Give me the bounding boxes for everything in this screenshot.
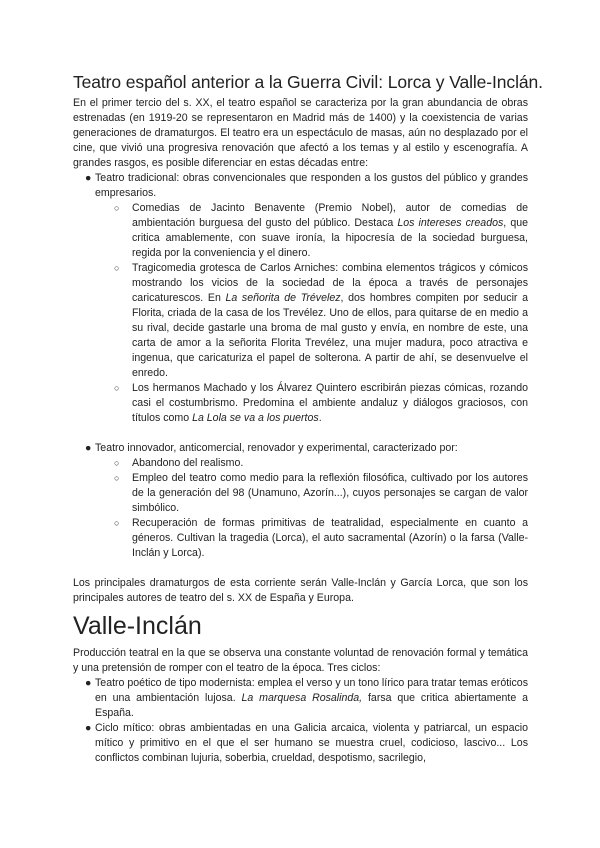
list-item-benavente: [95, 201, 528, 261]
list-item-traditional: [73, 171, 528, 201]
work-title: La señorita de Trévelez: [225, 292, 341, 304]
poetic-theatre-text-end: farsa que critica abiertamente a España.: [95, 692, 528, 719]
benavente-text-end: , que critica amablemente, con suave ironía, la hipocresía de la sociedad burguesa, regida por la conveniencia y el dinero.: [132, 217, 529, 259]
document-title: Teatro español anterior a la Guerra Civil: Lorca y Valle-Inclán.: [73, 72, 543, 92]
philosophy-text: Empleo del teatro como medio para la reflexión filosófica, cultivado por los autores de la generación del 98 (Unamuno, Azorín...), cuyos personajes se cargan de valor simbólico.: [132, 472, 528, 514]
arniches-text: Tragicomedia grotesca de Carlos Arniches: combina elementos trágicos y cómicos mostrando los vicios de la sociedad de la época a través de personajes caricaturescos. En: [132, 262, 528, 304]
work-title: La Lola se va a los puertos: [192, 412, 319, 424]
sub-bullet-icon: ○: [114, 383, 120, 393]
traditional-sublist: [73, 201, 528, 426]
machado-text-end: .: [318, 412, 322, 424]
movements-list: [73, 171, 528, 201]
list-item-mythic-cycle: [73, 721, 528, 766]
list-item-poetic-theatre: [73, 676, 528, 721]
valle-inclan-block: [73, 646, 528, 766]
work-title: La marquesa Rosalinda,: [241, 692, 363, 704]
list-item-primitive-forms: [95, 516, 528, 561]
innovative-text: Teatro innovador, anticomercial, renovador y experimental, caracterizado por:: [95, 442, 458, 454]
sub-bullet-icon: ○: [114, 203, 120, 213]
section-heading-valle-inclan: Valle-Inclán: [73, 612, 202, 640]
list-item-philosophy: [95, 471, 528, 516]
poetic-theatre-text: Teatro poético de tipo modernista: emplea el verso y un tono lírico para tratar temas eróticos en una ambientación lujosa.: [95, 677, 528, 704]
cycles-list: [73, 676, 528, 766]
sub-bullet-icon: ○: [114, 263, 120, 273]
machado-text: Los hermanos Machado y los Álvarez Quintero escribirán piezas cómicas, rozando casi el costumbrismo. Predomina el ambiente andaluz y diálogos graciosos, con títulos como: [132, 382, 528, 424]
benavente-text: Comedias de Jacinto Benavente (Premio Nobel), autor de comedias de ambientación burguesa del gusto del público. Destaca: [132, 202, 528, 229]
valle-inclan-intro: Producción teatral en la que se observa una constante voluntad de renovación formal y temática y una pretensión de romper con el teatro de la época. Tres ciclos:: [73, 647, 528, 674]
arniches-text-end: , dos hombres compiten por seducir a Florita, criada de la casa de los Trevélez. Uno de ellos, para quitarse de en medio a su rival, decide gastarle una broma de mal gusto y envía, en nombre de este, una carta de amor a la señorita Florita Trevélez, una mujer madura, poco atractiva e ingenua, que caricaturiza el papel de solterona. A partir de ahí, se desenvuelve el enredo.: [132, 292, 528, 379]
intro-paragraph: En el primer tercio del s. XX, el teatro español se caracteriza por la gran abundancia de obras estrenadas (en 1919-20 se representaron en Madrid más de 1400) y la coexistencia de varias generaciones de dramaturgos. El teatro era un espectáculo de masas, aún no desplazado por el cine, que vivió una progresiva renovación que afectó a los temas y al estilo y escenografía. A grandes rasgos, es posible diferenciar en estas décadas entre:: [73, 97, 528, 169]
traditional-text: Teatro tradicional: obras convencionales que responden a los gustos del público y grandes empresarios.: [95, 172, 528, 199]
primitive-forms-text: Recuperación de formas primitivas de teatralidad, especialmente en cuanto a géneros. Cultivan la tragedia (Lorca), el auto sacramental (Azorín) o la farsa (Valle-Inclán y Lorca).: [132, 517, 528, 559]
sub-bullet-icon: ○: [114, 518, 120, 528]
work-title: Los intereses creados: [397, 217, 504, 229]
intro-block: [73, 96, 528, 606]
bullet-icon: ●: [85, 172, 92, 184]
innovative-list: [73, 441, 528, 456]
list-item-machado: [95, 381, 528, 426]
bullet-icon: ●: [85, 442, 92, 454]
realism-text: Abandono del realismo.: [132, 457, 244, 469]
list-item-realism: [95, 456, 528, 471]
innovative-sublist: [73, 456, 528, 561]
bullet-icon: ●: [85, 722, 92, 734]
mythic-cycle-text: Ciclo mítico: obras ambientadas en una Galicia arcaica, violenta y patriarcal, un espacio mítico y primitivo en el que el ser humano se muestra cruel, codicioso, lascivo... Los conflictos combinan lujuria, soberbia, crueldad, despotismo, sacrilegio,: [95, 722, 528, 764]
summary-paragraph: Los principales dramaturgos de esta corriente serán Valle-Inclán y García Lorca, que son los principales autores de teatro del s. XX de España y Europa.: [73, 577, 528, 604]
list-item-arniches: [95, 261, 528, 381]
bullet-icon: ●: [85, 677, 92, 689]
list-item-innovative: [73, 441, 528, 456]
sub-bullet-icon: ○: [114, 473, 120, 483]
sub-bullet-icon: ○: [114, 458, 120, 468]
